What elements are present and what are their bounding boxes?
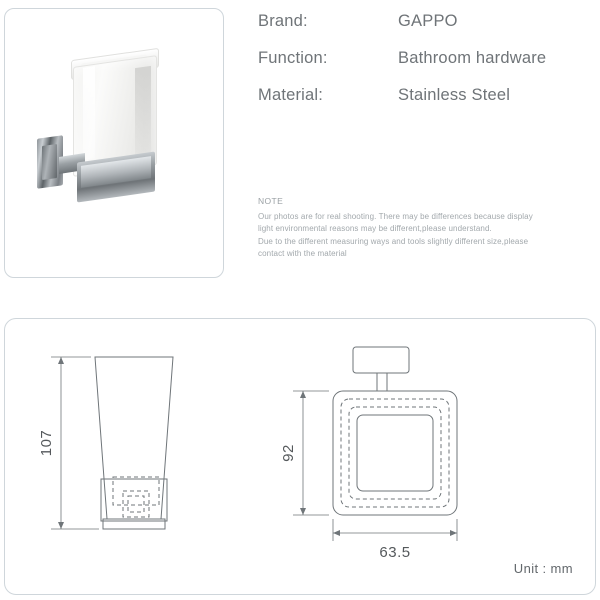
note-line-3: Due to the different measuring ways and tools slightly different size,please: [258, 236, 529, 246]
front-view-cup-outline: [95, 357, 173, 519]
dimension-side-height: 92: [280, 444, 297, 462]
side-view-body-inner: [357, 415, 433, 491]
spec-value-function: Bathroom hardware: [398, 49, 547, 67]
note-line-4: contact with the material: [258, 249, 347, 259]
dimension-front-height: 107: [38, 429, 55, 457]
spec-row-function: [258, 49, 594, 68]
dimension-side-width: 63.5: [379, 544, 411, 561]
note-line-2: light environmental reasons may be different,please understand.: [258, 224, 492, 234]
technical-drawing: [5, 319, 595, 594]
spec-value-material: Stainless Steel: [398, 86, 511, 104]
unit-label: Unit : mm: [513, 561, 573, 576]
technical-drawing-panel: [4, 318, 596, 595]
front-view-hidden-plate-inner: [128, 496, 144, 512]
side-view-body-outer: [333, 391, 457, 515]
front-view-hidden-plate: [123, 491, 149, 517]
spec-label-material: Material:: [258, 86, 324, 104]
note-line-1: Our photos are for real shooting. There may be differences because display: [258, 212, 533, 221]
product-photo-panel: [4, 8, 224, 278]
spec-label-brand: Brand:: [258, 12, 308, 30]
spec-label-function: Function:: [258, 49, 328, 67]
front-view-hidden-bracket: [113, 477, 159, 505]
front-view-cradle: [101, 479, 167, 521]
glass-shading: [135, 66, 151, 164]
side-view-top-cap: [353, 347, 409, 373]
spec-row-brand: [258, 12, 594, 31]
product-info-section: [0, 0, 600, 290]
specification-table: [258, 12, 594, 123]
note-block: [258, 196, 598, 261]
glass-highlight: [83, 66, 95, 160]
wall-mount-plate-face: [42, 144, 57, 180]
spec-row-material: [258, 86, 594, 105]
side-view-body-dashed-2: [349, 407, 441, 499]
spec-value-brand: GAPPO: [398, 12, 458, 30]
note-title: NOTE: [258, 196, 284, 206]
